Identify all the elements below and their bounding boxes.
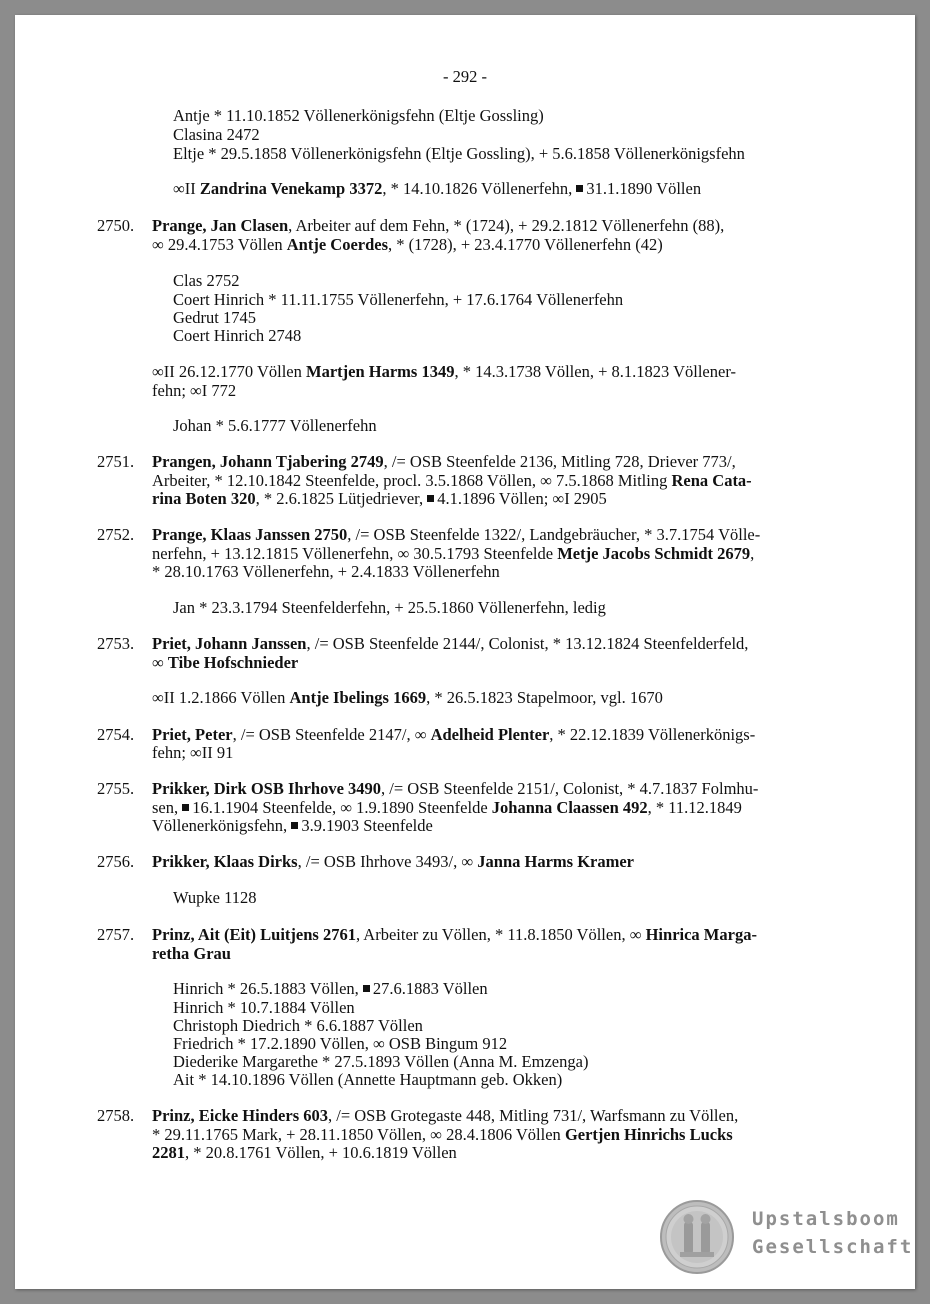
entry-line: Arbeiter, * 12.10.1842 Steenfelde, procl. 3.5.1868 Völlen, ∞ 7.5.1868 Mitling Rena Cata- (152, 471, 752, 490)
entry-number: 2751. (97, 452, 135, 471)
spouse-name: Gertjen Hinrichs Lucks (564, 1125, 733, 1144)
entry-line: fehn; ∞II 91 (152, 743, 234, 762)
spouse-name: Hinrica Marga- (645, 925, 757, 944)
entry-number: 2757. (97, 925, 135, 944)
person-name: Prikker, Klaas Dirks (152, 852, 298, 871)
child-line: Clasina 2472 (173, 125, 260, 144)
entry-number: 2753. (97, 634, 135, 653)
entry-line: Priet, Peter, /= OSB Steenfelde 2147/, ∞ Adelheid Plenter, * 22.12.1839 Völlenerkönigs- (152, 725, 756, 744)
burial-icon (363, 985, 370, 992)
page-number: - 292 - (443, 67, 487, 86)
entry-number: 2750. (97, 216, 135, 235)
child-line: Johan * 5.6.1777 Völlenerfehn (173, 416, 377, 435)
child-line: Jan * 23.3.1794 Steenfelderfehn, + 25.5.1860 Völlenerfehn, ledig (173, 598, 606, 617)
child-line: Clas 2752 (173, 271, 240, 290)
person-name: Priet, Peter (152, 725, 233, 744)
logo-line-1: Upstalsboom (752, 1208, 900, 1230)
child-line: Hinrich * 26.5.1883 Völlen, 27.6.1883 Völlen (173, 979, 488, 998)
entry-line: * 29.11.1765 Mark, + 28.11.1850 Völlen, ∞ 28.4.1806 Völlen Gertjen Hinrichs Lucks (152, 1125, 733, 1144)
entry-line: 2281, * 20.8.1761 Völlen, + 10.6.1819 Völlen (152, 1143, 457, 1162)
child-line: Hinrich * 10.7.1884 Völlen (173, 998, 355, 1017)
child-line: Gedrut 1745 (173, 308, 256, 327)
child-line: Ait * 14.10.1896 Völlen (Annette Hauptmann geb. Okken) (173, 1070, 563, 1089)
spouse-name: Johanna Claassen 492 (491, 798, 648, 817)
person-name: Prikker, Dirk OSB Ihrhove 3490 (152, 779, 382, 798)
child-line: Coert Hinrich 2748 (173, 326, 302, 345)
spouse-name: retha Grau (152, 944, 231, 963)
entry-line: Prangen, Johann Tjabering 2749, /= OSB Steenfelde 2136, Mitling 728, Driever 773/, (152, 452, 736, 471)
child-line: Wupke 1128 (173, 888, 257, 907)
entry-number: 2756. (97, 852, 135, 871)
entry-line: ∞ 29.4.1753 Völlen Antje Coerdes, * (1728), + 23.4.1770 Völlenerfehn (42) (152, 235, 663, 254)
child-line: Christoph Diedrich * 6.6.1887 Völlen (173, 1016, 423, 1035)
spouse-name: Tibe Hofschnieder (167, 653, 299, 672)
child-line: Friedrich * 17.2.1890 Völlen, ∞ OSB Bingum 912 (173, 1034, 508, 1053)
person-name: Prange, Jan Clasen (152, 216, 289, 235)
burial-icon (576, 185, 583, 192)
entry-line: sen, 16.1.1904 Steenfelde, ∞ 1.9.1890 Steenfelde Johanna Claassen 492, * 11.12.1849 (152, 798, 742, 817)
entry-line: rina Boten 320, * 2.6.1825 Lütjedriever, 4.1.1896 Völlen; ∞I 2905 (152, 489, 607, 508)
spouse-name: Rena Cata- (671, 471, 752, 490)
entry-line: Prange, Jan Clasen, Arbeiter auf dem Fehn, * (1724), + 29.2.1812 Völlenerfehn (88), (152, 216, 725, 235)
marriage-line: ∞II 1.2.1866 Völlen Antje Ibelings 1669, * 26.5.1823 Stapelmoor, vgl. 1670 (152, 688, 663, 707)
entry-line: Prange, Klaas Janssen 2750, /= OSB Steenfelde 1322/, Landgebräucher, * 3.7.1754 Völle- (152, 525, 761, 544)
person-name: Prangen, Johann Tjabering 2749 (152, 452, 384, 471)
spouse-name: rina Boten 320 (152, 489, 256, 508)
entry-line: Völlenerkönigsfehn, 3.9.1903 Steenfelde (152, 816, 433, 835)
person-name: Prinz, Eicke Hinders 603 (152, 1106, 328, 1125)
entry-number: 2758. (97, 1106, 135, 1125)
entry-line: ∞ Tibe Hofschnieder (152, 653, 299, 672)
entry-line: Prikker, Dirk OSB Ihrhove 3490, /= OSB Steenfelde 2151/, Colonist, * 4.7.1837 Folmhu- (152, 779, 759, 798)
burial-icon (182, 804, 189, 811)
marriage-line: ∞II Zandrina Venekamp 3372, * 14.10.1826 Völlenerfehn, 31.1.1890 Völlen (173, 179, 702, 198)
entry-number: 2755. (97, 779, 135, 798)
spouse-name: Zandrina Venekamp 3372 (199, 179, 383, 198)
entry-line: * 28.10.1763 Völlenerfehn, + 2.4.1833 Völlenerfehn (152, 562, 500, 581)
entry-number: 2754. (97, 725, 135, 744)
child-line: Eltje * 29.5.1858 Völlenerkönigsfehn (Eltje Gossling), + 5.6.1858 Völlenerkönigsfehn (173, 144, 745, 163)
logo-line-2: Gesellschaft (752, 1236, 914, 1258)
child-line: Antje * 11.10.1852 Völlenerkönigsfehn (Eltje Gossling) (173, 106, 544, 125)
spouse-name: Janna Harms Kramer (477, 852, 634, 871)
entry-line: Prikker, Klaas Dirks, /= OSB Ihrhove 3493/, ∞ Janna Harms Kramer (152, 852, 634, 871)
entry-line: Priet, Johann Janssen, /= OSB Steenfelde 2144/, Colonist, * 13.12.1824 Steenfelderfeld, (152, 634, 749, 653)
upstalsboom-logo (660, 1200, 914, 1280)
entry-line: nerfehn, + 13.12.1815 Völlenerfehn, ∞ 30.5.1793 Steenfelde Metje Jacobs Schmidt 2679, (152, 544, 755, 563)
spouse-name: Metje Jacobs Schmidt 2679 (557, 544, 751, 563)
spouse-name: Adelheid Plenter (430, 725, 550, 744)
child-line: Coert Hinrich * 11.11.1755 Völlenerfehn, + 17.6.1764 Völlenerfehn (173, 290, 624, 309)
seal-icon (660, 1200, 734, 1274)
spouse-name: Martjen Harms 1349 (306, 362, 455, 381)
spouse-name: 2281 (152, 1143, 185, 1162)
child-line: Diederike Margarethe * 27.5.1893 Völlen (Anna M. Emzenga) (173, 1052, 589, 1071)
spouse-name: Antje Ibelings 1669 (289, 688, 427, 707)
entry-line (152, 944, 231, 963)
entry-number: 2752. (97, 525, 135, 544)
entry-line: Prinz, Eicke Hinders 603, /= OSB Grotegaste 448, Mitling 731/, Warfsmann zu Völlen, (152, 1106, 739, 1125)
entry-line: Prinz, Ait (Eit) Luitjens 2761, Arbeiter zu Völlen, * 11.8.1850 Völlen, ∞ Hinrica Marga- (152, 925, 757, 944)
marriage-line: ∞II 26.12.1770 Völlen Martjen Harms 1349, * 14.3.1738 Völlen, + 8.1.1823 Völlener- (152, 362, 736, 381)
person-name: Priet, Johann Janssen (152, 634, 307, 653)
person-name: Prange, Klaas Janssen 2750 (152, 525, 348, 544)
spouse-name: Antje Coerdes (286, 235, 389, 254)
burial-icon (291, 822, 298, 829)
marriage-line: fehn; ∞I 772 (152, 381, 237, 400)
burial-icon (427, 495, 434, 502)
person-name: Prinz, Ait (Eit) Luitjens 2761 (152, 925, 356, 944)
document-page (15, 15, 915, 1289)
